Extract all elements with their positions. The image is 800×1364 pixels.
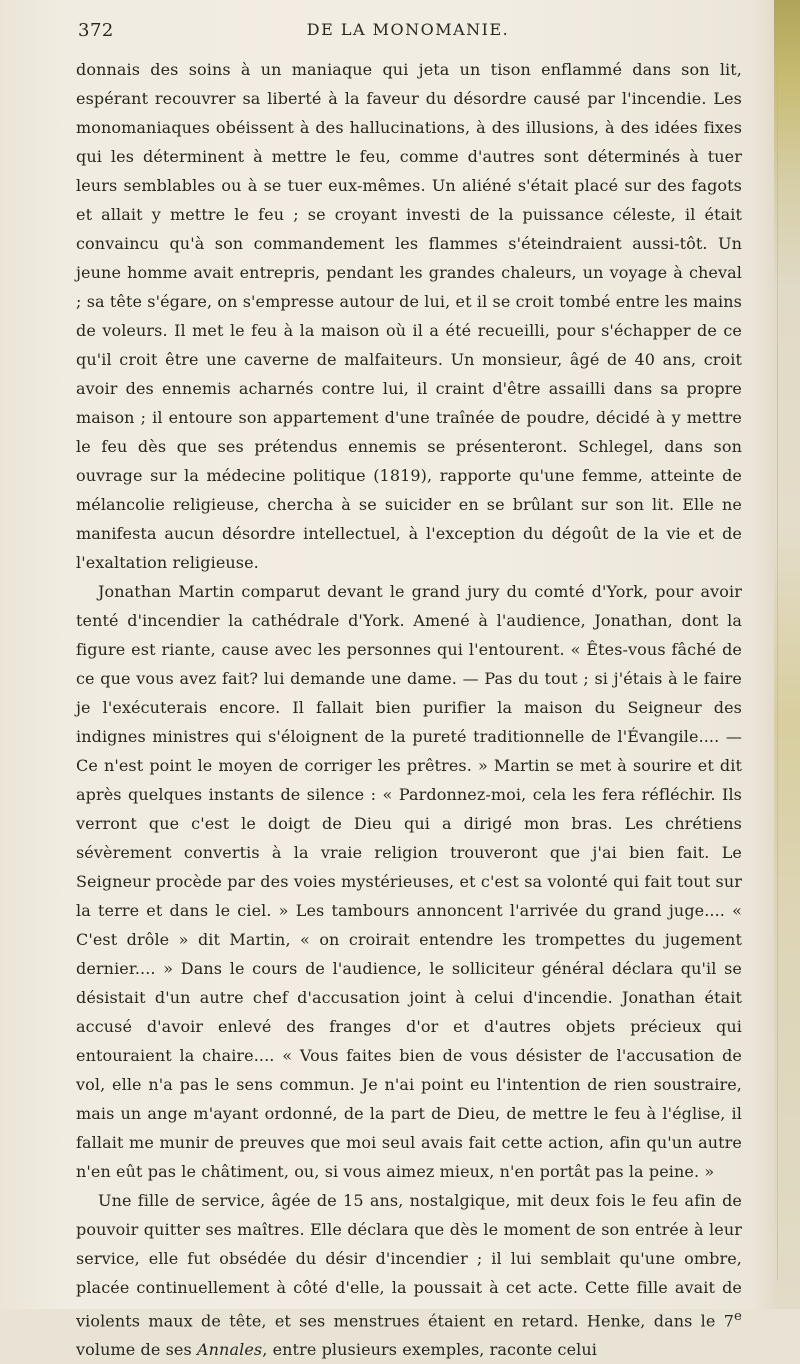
paragraph-3-text-after: , entre plusieurs exemples, raconte celui [262, 1340, 597, 1360]
page-edge-line [777, 40, 778, 1280]
page-header [78, 20, 738, 44]
paragraph-3-text-middle: volume de ses [76, 1340, 197, 1360]
body-text [76, 55, 742, 1364]
paragraph-2: Jonathan Martin comparut devant le grand jury du comté d'York, pour avoir tenté d'incendier la cathédrale d'York. Amené à l'audience, Jonathan, dont la figure est riante, cause avec les personnes qui l'entourent. « Êtes-vous fâché de ce que vous avez fait? lui demande une dame. — Pas du tout ; si j'étais à le faire je l'exécuterais encore. Il fallait bien purifier la maison du Seigneur des indignes ministres qui s'éloignent de la pureté traditionnelle de l'Évangile.... — Ce n'est point le moyen de corriger les prêtres. » Martin se met à sourire et dit après quelques instants de silence : « Pardonnez-moi, cela les fera réfléchir. Ils verront que c'est le doigt de Dieu qui a dirigé mon bras. Les chrétiens sévèrement convertis à la vraie religion trouveront que j'ai bien fait. Le Seigneur procède par des voies mystérieuses, et c'est sa volonté qui fait tout sur la terre et dans le ciel. » Les tambours annoncent l'arrivée du grand juge.... « C'est drôle » dit Martin, « on croirait entendre les trompettes du jugement dernier.... » Dans le cours de l'audience, le solliciteur général déclara qu'il se désistait d'un autre chef d'accusation joint à celui d'incendie. Jonathan était accusé d'avoir enlevé des franges d'or et d'autres objets précieux qui entouraient la chaire.... « Vous faites bien de vous désister de l'accusation de vol, elle n'a pas le sens commun. Je n'ai point eu l'intention de rien soustraire, mais un ange m'ayant ordonné, de la part de Dieu, de mettre le feu à l'église, il fallait me munir de preuves que moi seul avais fait cette action, afin qu'un autre n'en eût pas le châtiment, ou, si vous aimez mieux, n'en portât pas la peine. » [76, 582, 742, 1181]
running-title: DE LA MONOMANIE. [306, 20, 510, 39]
paragraph-3-superscript: e [734, 1309, 742, 1324]
paragraph-3-text-before: Une fille de service, âgée de 15 ans, nostalgique, mit deux fois le feu afin de pouvoir quitter ses maîtres. Elle déclara que dès le moment de son entrée à leur service, elle fut obsédée du désir d'incendier ; il lui semblait qu'une ombre, placée continuellement à côté d'elle, la poussait à cet acte. Cette fille avait de violents maux de tête, et ses menstrues étaient en retard. Henke, dans le 7 [76, 1191, 742, 1331]
page-number: 372 [78, 20, 114, 41]
paragraph-1: donnais des soins à un maniaque qui jeta un tison enflammé dans son lit, espérant recouvrer sa liberté à la faveur du désordre causé par l'incendie. Les monomaniaques obéissent à des hallucinations, à des illusions, à des idées fixes qui les déterminent à mettre le feu, comme d'autres sont déterminés à tuer leurs semblables ou à se tuer eux-mêmes. Un aliéné s'était placé sur des fagots et allait y mettre le feu ; se croyant investi de la puissance céleste, il était convaincu qu'à son commandement les flammes s'éteindraient aussi-tôt. Un jeune homme avait entrepris, pendant les grandes chaleurs, un voyage à cheval ; sa tête s'égare, on s'empresse autour de lui, et il se croit tombé entre les mains de voleurs. Il met le feu à la maison où il a été recueilli, pour s'échapper de ce qu'il croit être une caverne de malfaiteurs. Un monsieur, âgé de 40 ans, croit avoir des ennemis acharnés contre lui, il craint d'être assailli dans sa propre maison ; il entoure son appartement d'une traînée de poudre, décidé à y mettre le feu dès que ses prétendus ennemis se présenteront. Schlegel, dans son ouvrage sur la médecine politique (1819), rapporte qu'une femme, atteinte de mélancolie religieuse, chercha à se suicider en se brûlant sur son lit. Elle ne manifesta aucun désordre intellectuel, à l'exception du dégoût de la vie et de l'exaltation religieuse. [76, 60, 742, 572]
paragraph-3-italic-title: Annales [197, 1340, 263, 1360]
paragraph-3 [76, 1186, 742, 1364]
